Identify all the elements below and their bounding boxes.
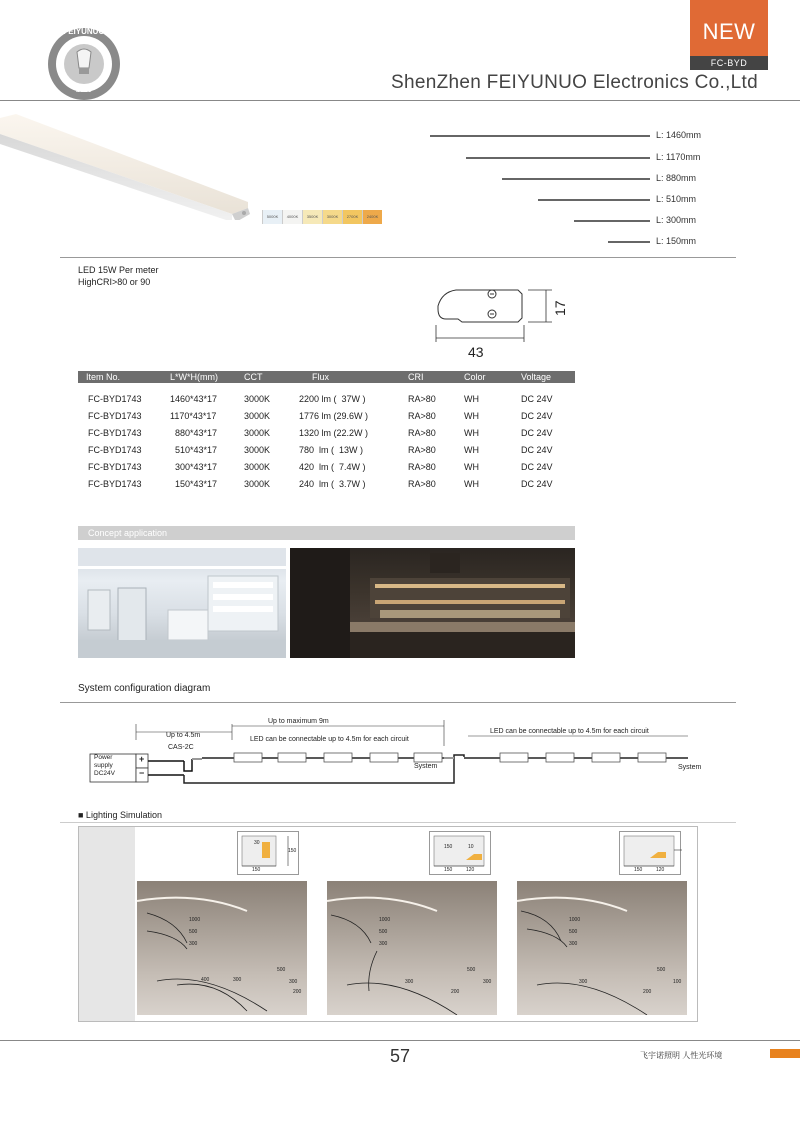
cell-size: 1170*43*17 (170, 411, 217, 421)
minus-terminal: − (139, 768, 145, 778)
table-row (78, 444, 575, 456)
cell-cri: RA>80 (408, 411, 436, 421)
cell-cct: 3000K (244, 411, 271, 421)
cell-cri: RA>80 (408, 428, 436, 438)
contour-label: 100 (673, 979, 682, 985)
contour-label: 300 (233, 977, 242, 983)
contour-label: 400 (201, 977, 210, 983)
logo-year: 2013 (76, 87, 92, 94)
cell-color: WH (464, 411, 479, 421)
cell-size: 300*43*17 (175, 462, 218, 472)
cell-cct: 3000K (244, 462, 271, 472)
concept-section-header (78, 526, 575, 540)
dim-label: 120 (656, 867, 665, 873)
connectable-label: LED can be connectable up to 4.5m for each circuit (490, 728, 649, 735)
cell-item: FC-BYD1743 (88, 411, 142, 421)
length-bar (430, 135, 650, 137)
section-divider (60, 702, 736, 703)
company-name: ShenZhen FEIYUNUO Electronics Co.,Ltd (391, 72, 758, 93)
length-label: L: 150mm (656, 236, 697, 246)
cell-voltage: DC 24V (521, 428, 553, 438)
mounting-diagram (429, 831, 491, 875)
contour-label: 500 (569, 929, 578, 935)
cell-color: WH (464, 462, 479, 472)
cell-flux: 780 lm ( 13W ) (299, 445, 364, 455)
cell-cct: 3000K (244, 445, 271, 455)
cell-cri: RA>80 (408, 445, 436, 455)
dim-label: 150 (444, 867, 453, 873)
cell-item: FC-BYD1743 (88, 445, 142, 455)
cell-cri: RA>80 (408, 479, 436, 489)
retail-store-photo (78, 548, 286, 658)
model-label: FC-BYD (690, 56, 768, 70)
max-length-label: Up to maximum 9m (268, 718, 329, 725)
contour-label: 500 (379, 929, 388, 935)
contour-label: 500 (189, 929, 198, 935)
cell-item: FC-BYD1743 (88, 394, 142, 404)
header-divider (0, 100, 800, 101)
new-badge (690, 0, 768, 70)
length-label: L: 300mm (656, 215, 697, 225)
table-row (78, 478, 575, 490)
width-dimension: 43 (468, 344, 484, 360)
length-bar (502, 178, 650, 180)
contour-label: 300 (483, 979, 492, 985)
cell-size: 880*43*17 (175, 428, 218, 438)
cct-swatch: 4000K (282, 210, 302, 224)
cross-section-drawing (428, 280, 578, 362)
section-divider (60, 257, 736, 258)
mounting-diagram (237, 831, 299, 875)
footer-divider (0, 1040, 800, 1041)
system-label: System (414, 763, 438, 770)
dim-label: 150 (634, 867, 643, 873)
up-to-45-label: Up to 4.5m (166, 732, 201, 739)
dim-label: 150 (252, 867, 261, 873)
cell-flux: 240 lm ( 3.7W ) (299, 479, 366, 489)
contour-label: 1000 (189, 917, 201, 923)
profile-bar-image (0, 110, 260, 220)
table-row (78, 461, 575, 473)
spec-text (78, 264, 159, 288)
cell-voltage: DC 24V (521, 462, 553, 472)
mounting-diagram (619, 831, 681, 875)
length-bar (538, 199, 650, 201)
cell-flux: 1776 lm (29.6W ) (299, 411, 369, 421)
cell-cct: 3000K (244, 394, 271, 404)
cell-voltage: DC 24V (521, 479, 553, 489)
spec-cri: HighCRI>80 or 90 (78, 277, 151, 287)
contour-label: 500 (657, 967, 666, 973)
system-diagram (88, 716, 718, 792)
cell-voltage: DC 24V (521, 445, 553, 455)
new-label: NEW (690, 0, 768, 56)
spec-table-header (78, 371, 575, 383)
cell-voltage: DC 24V (521, 411, 553, 421)
col-item: Item No. (86, 372, 121, 382)
length-label: L: 1460mm (656, 130, 702, 140)
psu-line: DC24V (94, 770, 115, 777)
cell-color: WH (464, 445, 479, 455)
length-label: L: 510mm (656, 194, 697, 204)
contour-label: 200 (451, 989, 460, 995)
length-bar (608, 241, 650, 243)
cell-flux: 420 lm ( 7.4W ) (299, 462, 366, 472)
cell-color: WH (464, 428, 479, 438)
contour-label: 1000 (569, 917, 581, 923)
power-supply-label (94, 754, 115, 778)
cct-swatches (262, 210, 382, 224)
dim-label: 30 (254, 840, 260, 846)
contour-label: 500 (467, 967, 476, 973)
cct-swatch: 3000K (322, 210, 342, 224)
spec-power: LED 15W Per meter (78, 265, 159, 275)
lighting-simulation-panel (78, 826, 698, 1022)
logo-text: FEIYUNUO (63, 27, 105, 36)
table-row (78, 427, 575, 439)
cell-size: 150*43*17 (175, 479, 218, 489)
cell-item: FC-BYD1743 (88, 479, 142, 489)
contour-label: 1000 (379, 917, 391, 923)
footer-slogan: 飞宇诺照明 人性光环境 (640, 1051, 723, 1060)
sim-render-3 (517, 881, 687, 1015)
length-bar (466, 157, 650, 159)
cct-swatch: 2400K (362, 210, 382, 224)
col-color: Color (464, 372, 486, 382)
table-row (78, 410, 575, 422)
cell-cct: 3000K (244, 428, 271, 438)
cell-color: WH (464, 479, 479, 489)
dim-label: 150 (288, 848, 297, 854)
dim-label: 120 (466, 867, 475, 873)
contour-label: 300 (569, 941, 578, 947)
cell-color: WH (464, 394, 479, 404)
cell-item: FC-BYD1743 (88, 428, 142, 438)
col-size: L*W*H(mm) (170, 372, 218, 382)
cell-item: FC-BYD1743 (88, 462, 142, 472)
sim-sidebar (79, 827, 135, 1021)
height-dimension: 17 (552, 300, 568, 316)
contour-label: 200 (643, 989, 652, 995)
contour-label: 300 (579, 979, 588, 985)
concept-title: Concept application (88, 528, 168, 538)
contour-label: 500 (277, 967, 286, 973)
contour-label: 300 (379, 941, 388, 947)
plus-terminal: + (139, 754, 145, 764)
cell-size: 510*43*17 (175, 445, 218, 455)
length-label: L: 1170mm (656, 152, 701, 162)
sim-render-1 (137, 881, 307, 1015)
psu-line: Power (94, 754, 113, 761)
cell-voltage: DC 24V (521, 394, 553, 404)
col-cri: CRI (408, 372, 424, 382)
kitchen-photo (290, 548, 575, 658)
footer-accent-bar (770, 1049, 800, 1058)
col-voltage: Voltage (521, 372, 552, 382)
cct-swatch: 3500K (302, 210, 322, 224)
connectable-label: LED can be connectable up to 4.5m for each circuit (250, 736, 409, 743)
dim-label: 10 (468, 844, 474, 850)
system-label: System (678, 764, 702, 771)
contour-label: 200 (293, 989, 302, 995)
contour-label: 300 (405, 979, 414, 985)
dim-label: 150 (444, 844, 453, 850)
table-row (78, 393, 575, 405)
length-bar (574, 220, 650, 222)
contour-label: 300 (289, 979, 298, 985)
cct-swatch: 5000K (262, 210, 282, 224)
lighting-sim-title: ■ Lighting Simulation (78, 810, 162, 820)
length-label: L: 880mm (656, 173, 697, 183)
psu-line: supply (94, 762, 113, 769)
col-flux: Flux (312, 372, 330, 382)
section-divider (60, 822, 736, 823)
cell-cct: 3000K (244, 479, 271, 489)
cell-cri: RA>80 (408, 394, 436, 404)
contour-label: 300 (189, 941, 198, 947)
page-number: 57 (389, 1046, 411, 1066)
cell-size: 1460*43*17 (170, 394, 218, 404)
cell-cri: RA>80 (408, 462, 436, 472)
cct-swatch: 2700K (342, 210, 362, 224)
cell-flux: 1320 lm (22.2W ) (299, 428, 369, 438)
sim-render-2 (327, 881, 497, 1015)
col-cct: CCT (244, 372, 263, 382)
company-logo (44, 24, 124, 104)
cas-label: CAS-2C (168, 744, 194, 751)
system-config-title: System configuration diagram (78, 683, 211, 694)
cell-flux: 2200 lm ( 37W ) (299, 394, 366, 404)
